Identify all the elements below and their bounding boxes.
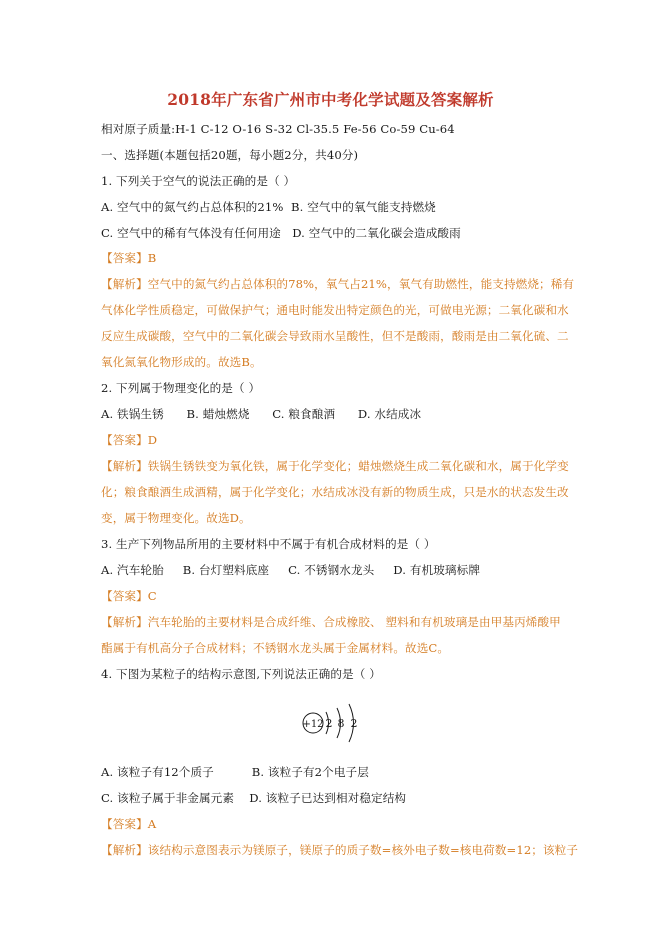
q3-answer-value: C <box>147 589 157 603</box>
q3-option-c: C. 不锈钢水龙头 <box>288 563 375 577</box>
q1-analysis-text-1: 空气中的氮气约占总体积的78%，氧气占21%，氧气有助燃性，能支持燃烧；稀有 <box>147 277 575 291</box>
q2-option-b: B. 蜡烛燃烧 <box>186 407 250 421</box>
analysis-label: 【解析】 <box>101 459 148 473</box>
analysis-label: 【解析】 <box>101 615 148 629</box>
q4-option-a: A. 该粒子有12个质子 <box>101 765 214 779</box>
q2-option-d: D. 水结成冰 <box>357 407 422 421</box>
q4-answer <box>101 816 156 832</box>
q4-stem: 4. 下图为某粒子的结构示意图,下列说法正确的是（ ） <box>101 667 381 681</box>
section-heading: 一、选择题(本题包括20题，每小题2分，共40分) <box>101 148 359 162</box>
q2-analysis-line-1 <box>101 458 569 474</box>
q4-options-row2 <box>101 790 406 806</box>
q4-analysis-text-1: 该结构示意图表示为镁原子，镁原子的质子数=核外电子数=核电荷数=12；该粒子 <box>147 843 579 857</box>
q4-option-d: D. 该粒子已达到相对稳定结构 <box>249 791 407 805</box>
shell-electrons-2: 8 <box>337 717 345 730</box>
q2-answer-value: D <box>147 433 158 447</box>
q2-stem: 2. 下列属于物理变化的是（ ） <box>101 381 261 395</box>
q1-analysis-line-3: 反应生成碳酸，空气中的二氧化碳会导致雨水呈酸性，但不是酸雨，酸雨是由二氧化硫、二 <box>101 329 569 343</box>
answer-label: 【答案】 <box>101 433 148 447</box>
q4-options-row1 <box>101 764 369 780</box>
q4-analysis-line-1 <box>101 842 578 858</box>
q3-option-d: D. 有机玻璃标牌 <box>393 563 481 577</box>
q1-options-row1 <box>101 199 436 215</box>
q1-answer <box>101 250 156 266</box>
q4-answer-value: A <box>147 817 157 831</box>
nucleus-charge: +12 <box>302 719 324 730</box>
q2-answer <box>101 432 157 448</box>
shell-electrons-1: 2 <box>325 717 333 730</box>
q1-analysis-line-2: 气体化学性质稳定，可做保护气；通电时能发出特定颜色的光，可做电光源；二氧化碳和水 <box>101 303 569 317</box>
q4-option-c: C. 该粒子属于非金属元素 <box>101 791 235 805</box>
answer-label: 【答案】 <box>101 817 148 831</box>
q3-stem: 3. 生产下列物品所用的主要材料中不属于有机合成材料的是（ ） <box>101 537 436 551</box>
analysis-label: 【解析】 <box>101 277 148 291</box>
q3-analysis-line-1 <box>101 614 561 630</box>
q3-answer <box>101 588 157 604</box>
q1-analysis-line-1 <box>101 276 574 292</box>
answer-label: 【答案】 <box>101 251 148 265</box>
document-title: 2018年广东省广州市中考化学试题及答案解析 <box>167 90 494 109</box>
q2-options <box>101 406 421 422</box>
q2-option-c: C. 粮食酿酒 <box>272 407 336 421</box>
q3-analysis-line-2: 酯属于有机高分子合成材料；不锈钢水龙头属于金属材料。故选C。 <box>101 641 450 655</box>
q4-option-b: B. 该粒子有2个电子层 <box>251 765 369 779</box>
q1-option-a: A. 空气中的氮气约占总体积的21% <box>101 200 284 214</box>
q2-analysis-text-1: 铁锅生锈铁变为氧化铁，属于化学变化；蜡烛燃烧生成二氧化碳和水，属于化学变 <box>147 459 569 473</box>
q3-analysis-text-1: 汽车轮胎的主要材料是合成纤维、合成橡胶、 塑料和有机玻璃是由甲基丙烯酸甲 <box>147 615 561 629</box>
answer-label: 【答案】 <box>101 589 148 603</box>
analysis-label: 【解析】 <box>101 843 148 857</box>
atomic-mass-line: 相对原子质量:H-1 C-12 O-16 S-32 Cl-35.5 Fe-56 Co-59 Cu-64 <box>101 122 455 136</box>
q1-analysis-line-4: 氧化氮氧化物形成的。故选B。 <box>101 355 262 369</box>
q3-option-b: B. 台灯塑料底座 <box>182 563 270 577</box>
q1-option-d: D. 空气中的二氧化碳会造成酸雨 <box>292 226 461 240</box>
q3-options <box>101 562 480 578</box>
particle-structure-diagram <box>300 700 370 746</box>
q1-option-c: C. 空气中的稀有气体没有任何用途 <box>101 226 281 240</box>
q2-analysis-line-3: 变，属于物理变化。故选D。 <box>101 511 251 525</box>
q3-option-a: A. 汽车轮胎 <box>101 563 164 577</box>
q1-stem: 1. 下列关于空气的说法正确的是（ ） <box>101 174 296 188</box>
q1-option-b: B. 空气中的氧气能支持燃烧 <box>291 200 436 214</box>
q2-option-a: A. 铁锅生锈 <box>101 407 164 421</box>
q1-options-row2 <box>101 225 461 241</box>
q2-analysis-line-2: 化；粮食酿酒生成酒精，属于化学变化；水结成冰没有新的物质生成，只是水的状态发生改 <box>101 485 569 499</box>
shell-electrons-3: 2 <box>350 717 358 730</box>
q1-answer-value: B <box>147 251 157 265</box>
